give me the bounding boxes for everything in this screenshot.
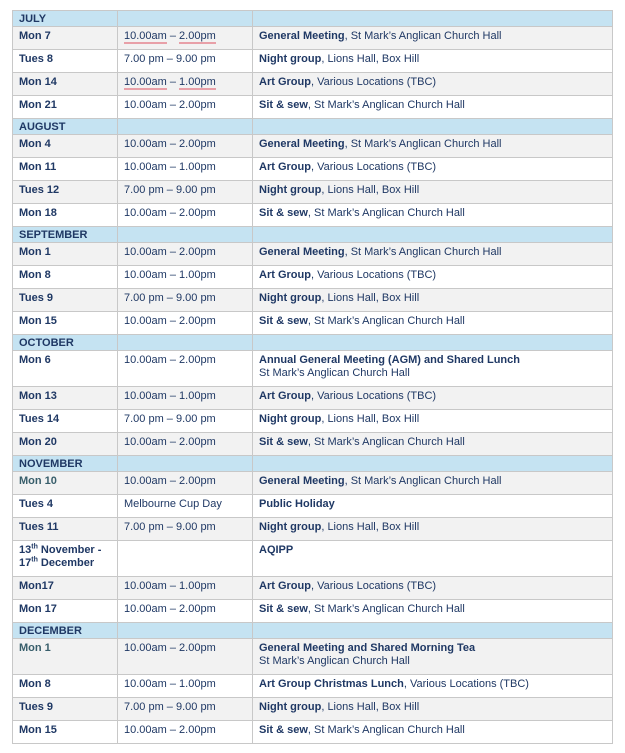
table-row bbox=[13, 243, 613, 266]
table-row bbox=[13, 698, 613, 721]
event-time: 10.00am – 1.00pm bbox=[118, 73, 253, 96]
table-row bbox=[13, 50, 613, 73]
event-time: 10.00am – 1.00pm bbox=[118, 387, 253, 410]
schedule-table bbox=[12, 10, 613, 744]
table-row bbox=[13, 312, 613, 335]
event-time: 10.00am – 2.00pm bbox=[118, 312, 253, 335]
month-header-september bbox=[13, 227, 613, 243]
event-description: Public Holiday bbox=[253, 495, 613, 518]
table-row bbox=[13, 433, 613, 456]
event-time: 10.00am – 1.00pm bbox=[118, 577, 253, 600]
event-description: Night group, Lions Hall, Box Hill bbox=[253, 410, 613, 433]
month-name: JULY bbox=[13, 11, 118, 27]
event-time: 10.00am – 1.00pm bbox=[118, 266, 253, 289]
month-header-july bbox=[13, 11, 613, 27]
event-description: Night group, Lions Hall, Box Hill bbox=[253, 181, 613, 204]
event-day: Mon 10 bbox=[13, 472, 118, 495]
table-row bbox=[13, 266, 613, 289]
event-description: General Meeting and Shared Morning Tea St Mark’s Anglican Church Hall bbox=[253, 639, 613, 675]
event-day: Mon 1 bbox=[13, 639, 118, 675]
event-description: Art Group Christmas Lunch, Various Locations (TBC) bbox=[253, 675, 613, 698]
month-header-august bbox=[13, 119, 613, 135]
table-row bbox=[13, 541, 613, 577]
event-day: Mon 7 bbox=[13, 27, 118, 50]
event-day: Mon 6 bbox=[13, 351, 118, 387]
table-row bbox=[13, 204, 613, 227]
event-day: Mon 17 bbox=[13, 600, 118, 623]
month-name: DECEMBER bbox=[13, 623, 118, 639]
event-time: 7.00 pm – 9.00 pm bbox=[118, 518, 253, 541]
table-row bbox=[13, 495, 613, 518]
table-row bbox=[13, 472, 613, 495]
table-row bbox=[13, 135, 613, 158]
event-day: Mon 14 bbox=[13, 73, 118, 96]
event-day: Mon 15 bbox=[13, 312, 118, 335]
event-day: Tues 9 bbox=[13, 698, 118, 721]
event-description: Art Group, Various Locations (TBC) bbox=[253, 577, 613, 600]
month-header-november bbox=[13, 456, 613, 472]
event-time: 7.00 pm – 9.00 pm bbox=[118, 181, 253, 204]
event-day: Mon 8 bbox=[13, 266, 118, 289]
event-day: Mon 15 bbox=[13, 721, 118, 744]
event-day: Tues 11 bbox=[13, 518, 118, 541]
event-time: 10.00am – 2.00pm bbox=[118, 600, 253, 623]
event-time: 10.00am – 1.00pm bbox=[118, 675, 253, 698]
event-day: Tues 4 bbox=[13, 495, 118, 518]
event-description: General Meeting, St Mark’s Anglican Church Hall bbox=[253, 472, 613, 495]
event-description: Art Group, Various Locations (TBC) bbox=[253, 158, 613, 181]
event-time: 10.00am – 2.00pm bbox=[118, 472, 253, 495]
event-description: Sit & sew, St Mark’s Anglican Church Hall bbox=[253, 600, 613, 623]
table-row bbox=[13, 675, 613, 698]
table-row bbox=[13, 721, 613, 744]
event-time: 10.00am – 2.00pm bbox=[118, 721, 253, 744]
event-day: Mon 20 bbox=[13, 433, 118, 456]
event-day: Tues 8 bbox=[13, 50, 118, 73]
event-day: 13th November - 17th December bbox=[13, 541, 118, 577]
event-description: AQIPP bbox=[253, 541, 613, 577]
event-description: Night group, Lions Hall, Box Hill bbox=[253, 50, 613, 73]
event-day: Tues 14 bbox=[13, 410, 118, 433]
table-row bbox=[13, 600, 613, 623]
table-row bbox=[13, 158, 613, 181]
event-time: 10.00am – 2.00pm bbox=[118, 27, 253, 50]
event-time: 10.00am – 2.00pm bbox=[118, 96, 253, 119]
event-time: 10.00am – 2.00pm bbox=[118, 433, 253, 456]
month-header-december bbox=[13, 623, 613, 639]
event-day: Mon 4 bbox=[13, 135, 118, 158]
event-description: Sit & sew, St Mark’s Anglican Church Hall bbox=[253, 721, 613, 744]
table-row bbox=[13, 351, 613, 387]
event-time: 7.00 pm – 9.00 pm bbox=[118, 698, 253, 721]
table-row bbox=[13, 410, 613, 433]
event-description: Art Group, Various Locations (TBC) bbox=[253, 73, 613, 96]
event-description: Sit & sew, St Mark’s Anglican Church Hall bbox=[253, 312, 613, 335]
event-day: Mon 1 bbox=[13, 243, 118, 266]
event-description: General Meeting, St Mark’s Anglican Church Hall bbox=[253, 243, 613, 266]
event-description: Art Group, Various Locations (TBC) bbox=[253, 387, 613, 410]
event-day: Tues 9 bbox=[13, 289, 118, 312]
table-row bbox=[13, 639, 613, 675]
event-day: Mon 11 bbox=[13, 158, 118, 181]
event-description: General Meeting, St Mark’s Anglican Church Hall bbox=[253, 27, 613, 50]
event-day: Mon 18 bbox=[13, 204, 118, 227]
month-name: AUGUST bbox=[13, 119, 118, 135]
event-description: Art Group, Various Locations (TBC) bbox=[253, 266, 613, 289]
event-time: 10.00am – 2.00pm bbox=[118, 639, 253, 675]
table-row bbox=[13, 73, 613, 96]
month-name: OCTOBER bbox=[13, 335, 118, 351]
table-row bbox=[13, 96, 613, 119]
event-time: 10.00am – 2.00pm bbox=[118, 135, 253, 158]
event-day: Mon 21 bbox=[13, 96, 118, 119]
table-row bbox=[13, 289, 613, 312]
event-description: General Meeting, St Mark’s Anglican Church Hall bbox=[253, 135, 613, 158]
event-time: 7.00 pm – 9.00 pm bbox=[118, 50, 253, 73]
event-description: Night group, Lions Hall, Box Hill bbox=[253, 518, 613, 541]
event-time: Melbourne Cup Day bbox=[118, 495, 253, 518]
table-row bbox=[13, 518, 613, 541]
event-time: 10.00am – 1.00pm bbox=[118, 158, 253, 181]
event-time: 10.00am – 2.00pm bbox=[118, 243, 253, 266]
event-description: Night group, Lions Hall, Box Hill bbox=[253, 698, 613, 721]
month-name: SEPTEMBER bbox=[13, 227, 118, 243]
month-header-october bbox=[13, 335, 613, 351]
event-description: Annual General Meeting (AGM) and Shared Lunch St Mark’s Anglican Church Hall bbox=[253, 351, 613, 387]
event-time: 7.00 pm – 9.00 pm bbox=[118, 410, 253, 433]
event-time: 10.00am – 2.00pm bbox=[118, 351, 253, 387]
table-row bbox=[13, 577, 613, 600]
event-time: 7.00 pm – 9.00 pm bbox=[118, 289, 253, 312]
event-day: Mon 8 bbox=[13, 675, 118, 698]
event-time: 10.00am – 2.00pm bbox=[118, 204, 253, 227]
event-description: Sit & sew, St Mark’s Anglican Church Hall bbox=[253, 204, 613, 227]
table-row bbox=[13, 27, 613, 50]
event-description: Sit & sew, St Mark’s Anglican Church Hall bbox=[253, 96, 613, 119]
event-description: Night group, Lions Hall, Box Hill bbox=[253, 289, 613, 312]
month-name: NOVEMBER bbox=[13, 456, 118, 472]
event-time bbox=[118, 541, 253, 577]
event-description: Sit & sew, St Mark’s Anglican Church Hall bbox=[253, 433, 613, 456]
event-day: Mon 13 bbox=[13, 387, 118, 410]
table-row bbox=[13, 387, 613, 410]
event-day: Mon17 bbox=[13, 577, 118, 600]
table-row bbox=[13, 181, 613, 204]
event-day: Tues 12 bbox=[13, 181, 118, 204]
